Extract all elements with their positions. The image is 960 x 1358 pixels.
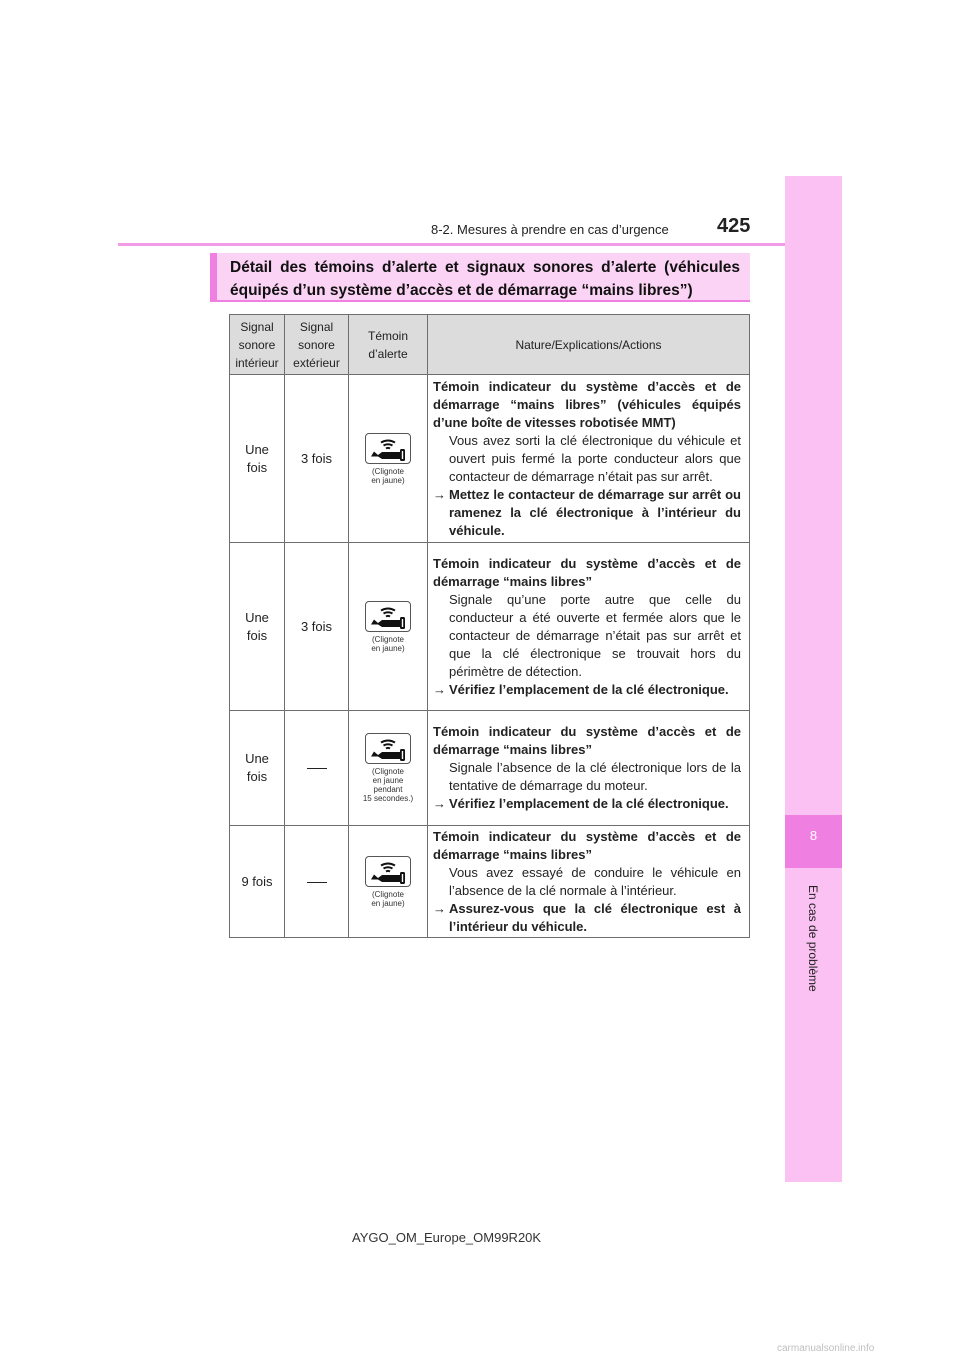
arrow-icon: → bbox=[433, 486, 446, 502]
chapter-side-tab bbox=[785, 176, 842, 1182]
nature-cell bbox=[428, 543, 750, 711]
exterior-signal-value: 3 fois bbox=[300, 618, 333, 634]
indicator-cell bbox=[349, 826, 428, 938]
icon-note-line: 15 secondes.) bbox=[362, 794, 414, 803]
exterior-signal-cell bbox=[285, 543, 349, 711]
section-title-box bbox=[210, 253, 750, 301]
table-row bbox=[230, 711, 750, 826]
icon-note-line: pendant bbox=[373, 785, 403, 794]
table-row bbox=[230, 375, 750, 543]
indicator-title: Témoin indicateur du système d’accès et de démarrage “mains libres” (véhicules équipés d’une boîte de vitesses robotisée MMT) bbox=[433, 378, 741, 430]
indicator-cell bbox=[349, 543, 428, 711]
icon-note-line: en jaune) bbox=[371, 898, 405, 908]
header-indicator bbox=[349, 315, 428, 375]
header-nature: Nature/Explications/Actions bbox=[428, 315, 750, 375]
header-line: Signal bbox=[299, 319, 334, 334]
indicator-title: Témoin indicateur du système d’accès et de démarrage “mains libres” bbox=[433, 828, 741, 862]
interior-signal-line: fois bbox=[246, 627, 268, 643]
action-item bbox=[433, 681, 741, 699]
icon-note-line: en jaune) bbox=[371, 643, 405, 653]
header-rule bbox=[118, 243, 840, 246]
indicator-description: Vous avez sorti la clé électronique du véhicule et ouvert puis fermé la porte conducteur alors que contacteur de démarrage n’était pas sur arrêt. bbox=[449, 432, 741, 484]
exterior-signal-cell bbox=[285, 711, 349, 826]
interior-signal-line: 9 fois bbox=[241, 873, 273, 889]
icon-note-line: (Clignote bbox=[371, 634, 404, 644]
section-title: Détail des témoins d’alerte et signaux sonores d’alerte (véhicules équipés d’un système d’accès et de démarrage “mains libres”) bbox=[230, 259, 740, 299]
alert-table-header bbox=[230, 315, 750, 375]
action-text: Assurez-vous que la clé électronique est à l’intérieur du véhicule. bbox=[449, 900, 741, 934]
exterior-signal-cell bbox=[285, 826, 349, 938]
header-interior-signal bbox=[230, 315, 285, 375]
icon-note-line: en jaune bbox=[372, 776, 404, 785]
key-indicator-icon bbox=[365, 601, 411, 632]
action-item bbox=[433, 486, 741, 540]
action-item bbox=[433, 900, 741, 936]
header-line: sonore bbox=[298, 337, 335, 352]
icon-note bbox=[349, 767, 427, 803]
interior-signal-line: Une bbox=[245, 609, 269, 625]
indicator-description: Signale qu’une porte autre que celle du conducteur a été ouverte et fermée alors que le contacteur de démarrage n’était pas sur arrêt et que la clé électronique se trouvait hors du périmètre de détection. bbox=[449, 591, 741, 679]
icon-note bbox=[349, 467, 427, 485]
icon-note-line: (Clignote bbox=[371, 889, 404, 899]
indicator-cell bbox=[349, 375, 428, 543]
action-text: Mettez le contacteur de démarrage sur arrêt ou ramenez la clé électronique à l’intérieur du véhicule. bbox=[449, 486, 741, 538]
table-row bbox=[230, 543, 750, 711]
header-line: intérieur bbox=[235, 355, 279, 370]
interior-signal-cell bbox=[230, 543, 285, 711]
interior-signal-line: fois bbox=[246, 459, 268, 475]
icon-note-line: (Clignote bbox=[371, 767, 404, 776]
section-label: 8-2. Mesures à prendre en cas d’urgence bbox=[431, 222, 669, 237]
title-underline bbox=[210, 300, 750, 302]
no-signal-dash bbox=[307, 768, 327, 769]
icon-note bbox=[349, 890, 427, 908]
nature-cell bbox=[428, 711, 750, 826]
key-indicator-icon bbox=[365, 856, 411, 887]
arrow-icon: → bbox=[433, 900, 446, 916]
indicator-description: Signale l’absence de la clé électronique lors de la tentative de démarrage du moteur. bbox=[449, 760, 741, 793]
indicator-title: Témoin indicateur du système d’accès et de démarrage “mains libres” bbox=[433, 724, 741, 757]
chapter-number: 8 bbox=[809, 828, 818, 843]
no-signal-dash bbox=[307, 882, 327, 883]
key-indicator-icon bbox=[365, 433, 411, 464]
indicator-cell bbox=[349, 711, 428, 826]
action-text: Vérifiez l’emplacement de la clé électronique. bbox=[449, 796, 729, 811]
page-number: 425 bbox=[717, 215, 751, 237]
nature-cell bbox=[428, 826, 750, 938]
header-exterior-signal bbox=[285, 315, 349, 375]
exterior-signal-value: 3 fois bbox=[300, 450, 333, 466]
arrow-icon: → bbox=[433, 796, 446, 811]
interior-signal-cell bbox=[230, 711, 285, 826]
action-item bbox=[433, 795, 741, 813]
header-line: sonore bbox=[238, 337, 276, 352]
key-indicator-icon bbox=[365, 733, 411, 764]
icon-note-line: (Clignote bbox=[371, 466, 404, 476]
alert-table bbox=[229, 314, 750, 938]
header-line: Témoin bbox=[367, 328, 408, 343]
icon-note-line: en jaune) bbox=[371, 475, 405, 485]
interior-signal-cell bbox=[230, 826, 285, 938]
interior-signal-line: fois bbox=[246, 769, 268, 784]
interior-signal-cell bbox=[230, 375, 285, 543]
exterior-signal-cell bbox=[285, 375, 349, 543]
nature-cell bbox=[428, 375, 750, 543]
watermark: carmanualsonline.info bbox=[777, 1343, 875, 1354]
interior-signal-line: Une bbox=[245, 441, 269, 457]
icon-note bbox=[349, 635, 427, 653]
indicator-title: Témoin indicateur du système d’accès et de démarrage “mains libres” bbox=[433, 555, 741, 589]
action-text: Vérifiez l’emplacement de la clé électronique. bbox=[449, 681, 729, 697]
header-line: d’alerte bbox=[368, 346, 408, 361]
arrow-icon: → bbox=[433, 681, 446, 697]
footer-manual-code: AYGO_OM_Europe_OM99R20K bbox=[352, 1230, 542, 1245]
indicator-description: Vous avez essayé de conduire le véhicule en l’absence de la clé normale à l’intérieur. bbox=[449, 864, 741, 898]
table-row bbox=[230, 826, 750, 938]
interior-signal-line: Une bbox=[245, 751, 269, 766]
header-line: extérieur bbox=[293, 355, 340, 370]
chapter-title: En cas de problème bbox=[806, 885, 820, 992]
header-line: Signal bbox=[240, 319, 274, 334]
